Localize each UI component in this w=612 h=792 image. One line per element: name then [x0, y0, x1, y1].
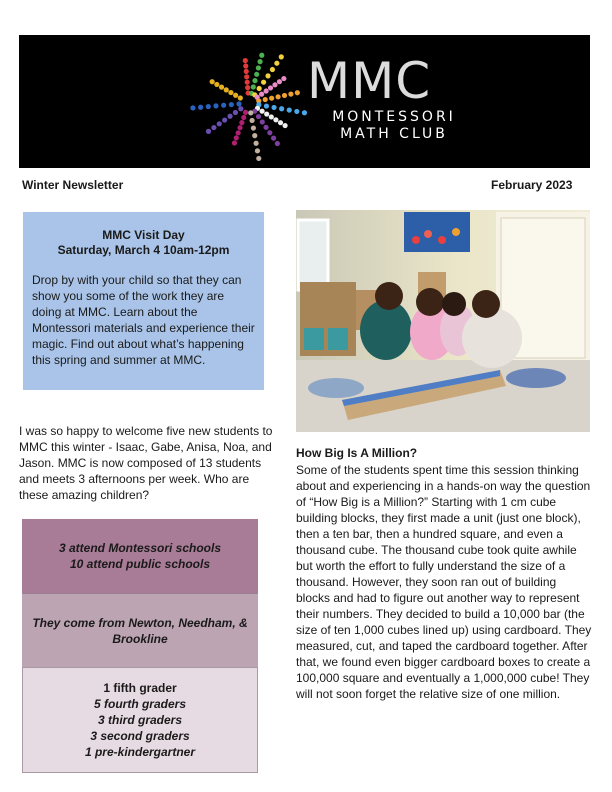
fact-line: 3 third graders — [97, 713, 183, 727]
article-title: How Big Is A Million? — [296, 446, 418, 460]
fact-schools — [22, 519, 258, 593]
fact-towns — [22, 593, 258, 667]
fact-line: They come from Newton, Needham, & Brookline — [32, 615, 248, 646]
fact-line: 3 second graders — [90, 729, 190, 743]
logo-subtitle-line1: MONTESSORI — [332, 109, 456, 125]
bead-star-logo — [179, 41, 319, 165]
article-body: Some of the students spent time this session thinking about and experiencing in a hands-on way the question of “How Big is a Million?” Starting with 1 cm cube building blocks, they first made a unit (just one block), then a ten bar, then a hundred square, and even a thousand cube. The thousand cube took quite awhile but worth the effort to fully understand the size of a thousand. However, they soon ran out of building blocks and had to figure out another way to represent their numbers. They decided to build a 10,000 bar (the size of ten 1,000 cubes lined up) using cardboard. They measured, cut, and taped the cardboard together. After that, we found even bigger cardboard boxes to create a 100,000 square and eventually a 1,000,000 cube! They will not soon forget the relative size of one million. — [296, 463, 592, 701]
students-photo — [296, 210, 590, 432]
fact-line: 1 fifth grader — [103, 681, 177, 695]
visit-title: MMC Visit Day — [102, 228, 185, 242]
masthead-banner — [19, 35, 590, 168]
intro-paragraph: I was so happy to welcome five new students to MMC this winter - Isaac, Gabe, Anisa, Noa, and Jason. MMC is now composed of 13 students and meets 3 afternoons per week. Who are these amazing children? — [19, 424, 273, 502]
fact-line: 1 pre-kindergartner — [84, 745, 196, 759]
logo-title: MMC — [307, 52, 432, 110]
student-facts — [22, 519, 258, 773]
visit-body: Drop by with your child so that they can show you some of the work they are doing at MMC. Learn about the Montessori materials and experience their magic. Find out about what’s happening this spring and summer at MMC. — [32, 273, 255, 367]
logo-subtitle-line2: MATH CLUB — [340, 126, 448, 142]
logo-subtitle — [324, 109, 464, 143]
fact-line: 3 attend Montessori schools — [58, 541, 222, 555]
visit-date: Saturday, March 4 10am-12pm — [57, 243, 230, 257]
visit-day-box — [23, 212, 264, 390]
fact-line: 5 fourth graders — [93, 697, 186, 711]
fact-grades — [22, 667, 258, 773]
fact-line: 10 attend public schools — [69, 557, 211, 571]
newsletter-label: Winter Newsletter — [22, 178, 124, 192]
newsletter-date: February 2023 — [491, 178, 573, 192]
